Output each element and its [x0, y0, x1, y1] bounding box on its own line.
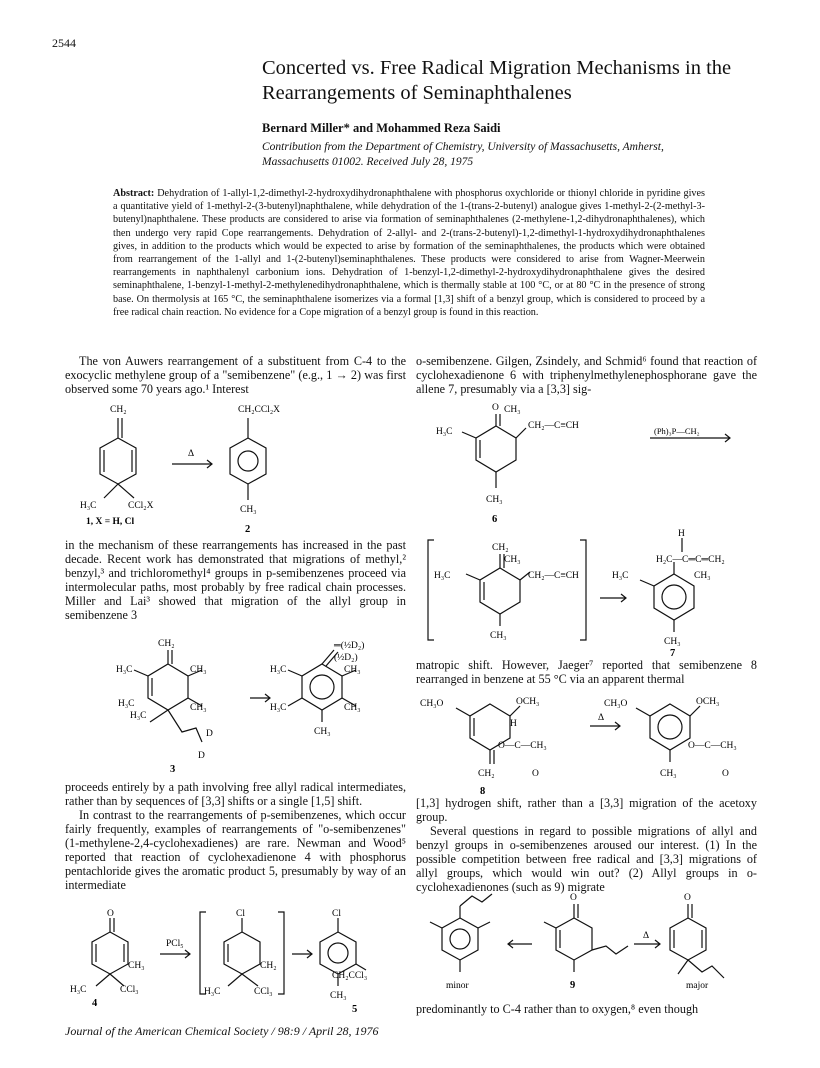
structure-label: CH₂ — [478, 769, 495, 779]
article-title: Concerted vs. Free Radical Migration Mechanisms in the Rearrangements of Seminaphthalenes — [262, 57, 732, 104]
structure-label: H — [678, 529, 685, 539]
abstract-label: Abstract: — [113, 188, 155, 199]
structure-label: Δ — [598, 713, 605, 723]
structure-label: H₃C — [434, 571, 451, 581]
structure-label: (½D₂) — [334, 653, 358, 663]
compound-label-9: 9 — [570, 980, 576, 991]
right-col-para-1: o-semibenzene. Gilgen, Zsindely, and Schmid⁶ found that reaction of cyclohexadienone 6 with triphenylmethylenephosphorane gave the allene 7, presumably via a [3,3] sig- — [416, 354, 757, 396]
abstract — [113, 187, 705, 319]
scheme-1-2 — [80, 400, 310, 538]
right-col-para-2: matropic shift. However, Jaeger⁷ reported that semibenzene 8 rearranged in benzene at 55 °C via an apparent thermal — [416, 658, 757, 686]
left-col-para-1: The von Auwers rearrangement of a substituent from C-4 to the exocyclic methylene group of a "semibenzene" (e.g., 1 → 2) was first observed some 70 years ago.¹ Interest — [65, 354, 406, 396]
compound-label-1: 1, X = H, Cl — [86, 517, 135, 527]
compound-label-6: 6 — [492, 514, 498, 525]
structure-label: CH₃O — [420, 699, 444, 709]
structure-label: CH₃ — [660, 769, 677, 779]
structure-label: H₃C — [436, 427, 453, 437]
journal-footer: Journal of the American Chemical Society / 98:9 / April 28, 1976 — [65, 1024, 379, 1038]
structure-label: CH₂ — [492, 543, 509, 553]
structure-label: CH₃ — [330, 991, 347, 1001]
structure-label: H — [510, 719, 517, 729]
major-label: major — [686, 981, 709, 991]
structure-label: ═(½D₂) — [334, 641, 365, 651]
structure-label: CH₃ — [486, 495, 503, 505]
structure-label: Cl — [236, 909, 245, 919]
right-col-para-5: predominantly to C-4 rather than to oxygen,⁸ even though — [416, 1002, 699, 1016]
structure-label: CCl₃ — [254, 987, 273, 997]
structure-label: CH₃ — [694, 571, 711, 581]
compound-label-3: 3 — [170, 764, 176, 775]
structure-label: H₃C — [612, 571, 629, 581]
structure-label: H₃C — [130, 711, 147, 721]
structure-label: D — [206, 729, 213, 739]
structure-label: CH₃ — [190, 703, 207, 713]
scheme-6 — [420, 398, 760, 528]
structure-label: H₃C — [270, 703, 287, 713]
structure-label: H₃C — [118, 699, 135, 709]
affiliation: Contribution from the Department of Chemistry, University of Massachusetts, Amherst, Massachusetts 01002. Received July 28, 1975 — [262, 141, 664, 168]
structure-label: O — [722, 769, 729, 779]
structure-label: CH₃ — [344, 665, 361, 675]
page-number: 2544 — [52, 36, 76, 50]
structure-label: CH₃ — [504, 555, 521, 565]
authors: Bernard Miller* and Mohammed Reza Saidi — [262, 121, 501, 135]
structure-label: O — [570, 893, 577, 903]
structure-label: Cl — [332, 909, 341, 919]
s1-ch3: CH₃ — [240, 505, 257, 515]
structure-label: H₂C—C═C═CH₂ — [656, 555, 725, 565]
structure-label: OCH₃ — [696, 697, 720, 707]
scheme-3 — [110, 636, 380, 776]
compound-label-5: 5 — [352, 1004, 358, 1015]
structure-label: O — [107, 909, 114, 919]
structure-label: CH₃ — [190, 665, 207, 675]
structure-label: CH₃ — [128, 961, 145, 971]
s1-h3c: H₃C — [80, 501, 97, 511]
structure-label: CH₂CCl₃ — [332, 971, 368, 981]
structure-label: O—C—CH₃ — [688, 741, 737, 751]
structure-label: H₃C — [116, 665, 133, 675]
s1-delta: Δ — [188, 449, 195, 459]
structure-label: (Ph)₃P—CH₂ — [654, 426, 700, 436]
scheme-8 — [420, 686, 760, 796]
structure-label: O — [684, 893, 691, 903]
left-col-para-2: in the mechanism of these rearrangements has increased in the past decade. Recent work has demonstrated that migrations of methyl,² benzyl,³ and trichloromethyl⁴ groups in p-semibenzenes proceed via intermolecular paths, most probably by free radical chain processes. Miller and Lai³ showed that migration of the allyl group in semibenzene 3 — [65, 538, 406, 622]
minor-label: minor — [446, 981, 469, 991]
structure-label: CH₃ — [664, 637, 681, 647]
s1-ch2: CH₂ — [110, 405, 127, 415]
structure-label: CH₂—C≡CH — [528, 421, 579, 431]
compound-label-8: 8 — [480, 786, 486, 796]
structure-label: CH₂ — [260, 961, 277, 971]
right-col-para-3: [1,3] hydrogen shift, rather than a [3,3] migration of the acetoxy group. Several questions in regard to possible migrations of allyl and benzyl groups in o-semibenzenes aroused our interest. (1) In the possible competition between free radical and [3,3] migrations of allyl groups, which would win out? (2) Allyl groups in o-cyclohexadienones (such as 9) migrate — [416, 796, 757, 894]
structure-label: H₃C — [270, 665, 287, 675]
structure-label: D — [198, 751, 205, 761]
structure-label: CCl₃ — [120, 985, 139, 995]
structure-label: CH₃ — [314, 727, 331, 737]
structure-label: CH₂—C≡CH — [528, 571, 579, 581]
structure-label: H₃C — [204, 987, 221, 997]
structure-label: PCl₅ — [166, 939, 184, 949]
structure-label: CH₃O — [604, 699, 628, 709]
structure-label: CH₃ — [344, 703, 361, 713]
structure-label: Δ — [643, 931, 650, 941]
structure-label: O—C—CH₃ — [498, 741, 547, 751]
abstract-text: Dehydration of 1-allyl-1,2-dimethyl-2-hydroxydihydronaphthalene with phosphorus oxychloride or thionyl chloride in pyridine gives a quantitative yield of 1-methyl-2-(3-butenyl)naphthalene, while dehydration of the 1-(trans-2-butenyl) analogue gives 1-methyl-2-(2-methyl-3-butenyl)naphthalene. These products are considered to arise via formation of seminaphthalenes (2-methylene-1,2-dihydronaphthalenes), which then undergo very rapid Cope rearrangements. Dehydration of 2-allyl- and 2-(trans-2-butenyl)-1,2-dimethyl-1-hydroxydihydronaphthalenes gives, in addition to the products which would be expected to arise by formation of the seminaphthalenes, the products which were obtained from rearrangement of the 1-allyl and 1-(2-butenyl)seminaphthalenes. These products were considered to arise from Wagner-Meerwein rearrangements in naphthalenyl carbonium ions. Dehydration of 1-benzyl-1,2-dimethyl-2-hydroxydihydronaphthalene gives the desired seminaphthalene, 1-benzyl-1-methyl-2-methylenedihydronaphthalene, which is thermally stable at 100 °C, or at 80 °C in the presence of strong base. On thermolysis at 165 °C, the seminaphthalene isomerizes via a formal [1,3] shift of a benzyl group, which is considered to proceed by a free radical chain reaction. No evidence for a Cope migration of a benzyl group is found in this reaction. — [113, 188, 706, 318]
structure-label: O — [532, 769, 539, 779]
structure-label: CH₃ — [504, 405, 521, 415]
s1-ch2ccl2x: CH₂CCl₂X — [238, 405, 280, 415]
scheme-4-5 — [70, 906, 380, 1016]
structure-label: CH₃ — [490, 631, 507, 641]
compound-label-7: 7 — [670, 648, 676, 658]
scheme-9 — [420, 888, 760, 1000]
structure-label: H₃C — [70, 985, 87, 995]
compound-label-4: 4 — [92, 998, 98, 1009]
scheme-7 — [420, 528, 760, 658]
s1-ccl2x: CCl₂X — [128, 501, 154, 511]
structure-label: CH₂ — [158, 639, 175, 649]
structure-label: OCH₃ — [516, 697, 540, 707]
left-col-para-3: proceeds entirely by a path involving free allyl radical intermediates, rather than by sequences of [3,3] shifts or a single [1,5] shift. In contrast to the rearrangements of p-semibenzenes, which occur fairly frequently, examples of rearrangements of "o-semibenzenes" (1-methylene-2,4-cyclohexadienes) are rare. Newman and Wood⁵ reported that reaction of cyclohexadienone 4 with phosphorus pentachloride gives the aromatic product 5, presumably by way of an intermediate — [65, 780, 406, 892]
compound-label-2: 2 — [245, 524, 251, 535]
structure-label: O — [492, 403, 499, 413]
